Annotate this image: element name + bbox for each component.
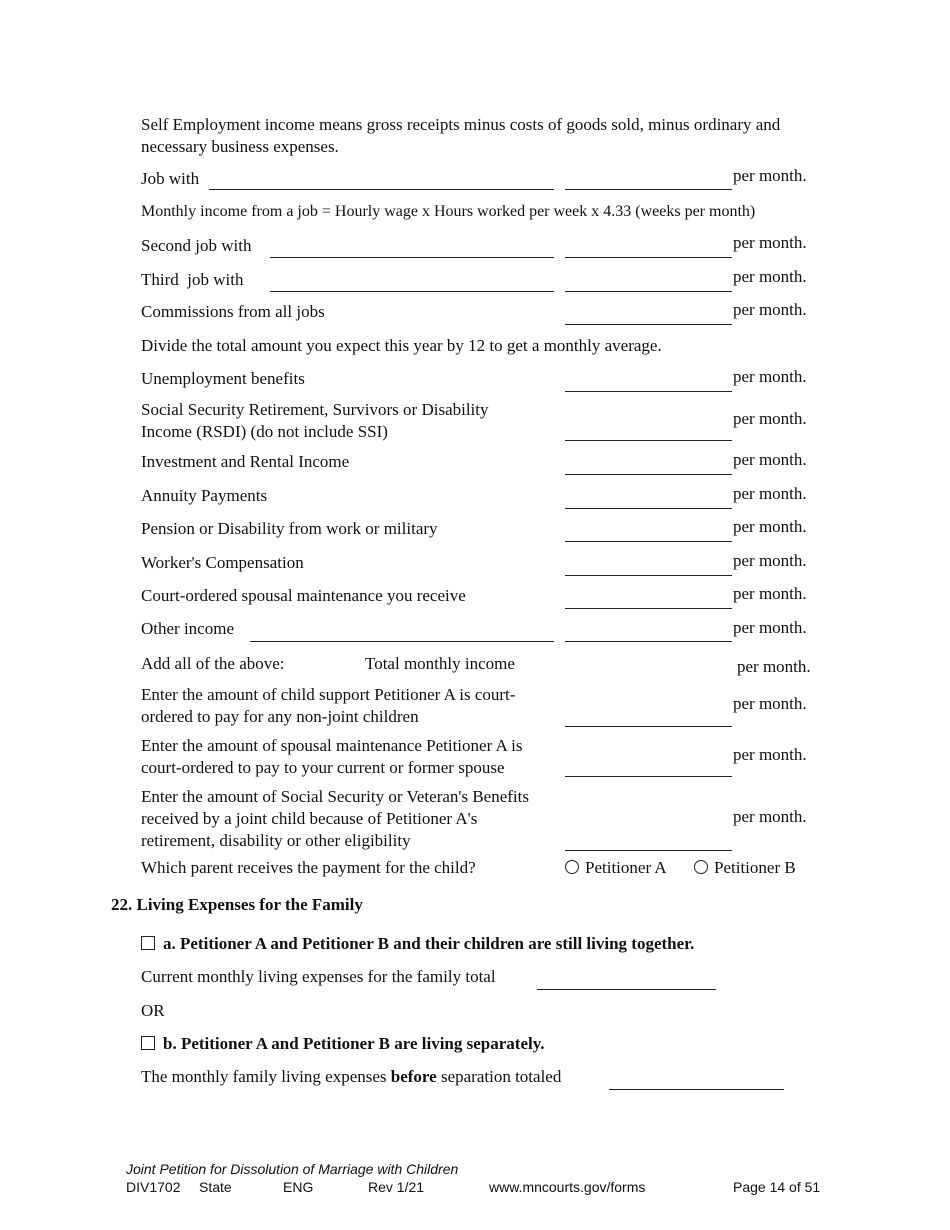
per-month-label: per month. (733, 517, 807, 536)
commissions-amount-field[interactable] (565, 324, 732, 325)
section-22-heading: 22. Living Expenses for the Family (111, 895, 363, 914)
job-employer-field[interactable] (209, 189, 554, 190)
job-amount-field[interactable] (565, 189, 732, 190)
second-job-employer-field[interactable] (270, 257, 554, 258)
option-b-label: b. Petitioner A and Petitioner B are living separately. (163, 1034, 545, 1053)
footer-rev: Rev 1/21 (368, 1179, 425, 1195)
rsdi-amount-field[interactable] (565, 440, 732, 441)
third-job-amount-field[interactable] (565, 291, 732, 292)
per-month-label: per month. (733, 618, 807, 637)
second-job-amount-field[interactable] (565, 257, 732, 258)
third-job-label: Third job with (141, 270, 244, 289)
petitioner-b-radio[interactable] (694, 857, 796, 879)
ss-benefits-label-line-1: Enter the amount of Social Security or Veteran's Benefits (141, 787, 529, 806)
before-prefix: The monthly family living expenses (141, 1067, 391, 1086)
rsdi-label-line-2: Income (RSDI) (do not include SSI) (141, 422, 388, 441)
footer-title: Joint Petition for Dissolution of Marriage with Children (126, 1161, 459, 1177)
third-job-employer-field[interactable] (270, 291, 554, 292)
per-month-label: per month. (733, 694, 807, 713)
per-month-label: per month. (733, 807, 807, 826)
per-month-label: per month. (733, 450, 807, 469)
petitioner-a-label: Petitioner A (585, 858, 667, 877)
rsdi-label-line-1: Social Security Retirement, Survivors or Disability (141, 400, 489, 419)
per-month-label: per month. (733, 584, 807, 603)
annuity-label: Annuity Payments (141, 486, 268, 505)
option-b-checkbox-row[interactable] (141, 1033, 545, 1055)
intro-line-1: Self Employment income means gross receipts minus costs of goods sold, minus ordinary and (141, 115, 781, 134)
annuity-amount-field[interactable] (565, 508, 732, 509)
other-income-label: Other income (141, 619, 234, 638)
before-separation-label (141, 1066, 561, 1088)
radio-circle-icon (565, 860, 579, 874)
per-month-label: per month. (733, 745, 807, 764)
spousal-receive-amount-field[interactable] (565, 608, 732, 609)
other-income-amount-field[interactable] (565, 641, 732, 642)
other-income-source-field[interactable] (250, 641, 554, 642)
ss-benefits-amount-field[interactable] (565, 850, 732, 851)
per-month-label: per month. (733, 267, 807, 286)
divide-note: Divide the total amount you expect this year by 12 to get a monthly average. (141, 336, 662, 355)
ss-benefits-label-line-2: received by a joint child because of Petitioner A's (141, 809, 478, 828)
petitioner-a-radio[interactable] (565, 857, 667, 879)
option-a-label: a. Petitioner A and Petitioner B and their children are still living together. (163, 934, 695, 953)
checkbox-icon (141, 1036, 155, 1050)
footer-url[interactable]: www.mncourts.gov/forms (489, 1179, 646, 1195)
current-expenses-label: Current monthly living expenses for the family total (141, 967, 496, 986)
per-month-label: per month. (733, 300, 807, 319)
total-monthly-label: Total monthly income (365, 654, 515, 673)
before-bold: before (390, 1067, 437, 1086)
pension-amount-field[interactable] (565, 541, 732, 542)
footer-page-number: Page 14 of 51 (733, 1179, 821, 1195)
workers-comp-amount-field[interactable] (565, 575, 732, 576)
intro-line-2: necessary business expenses. (141, 137, 339, 156)
investment-label: Investment and Rental Income (141, 452, 350, 471)
checkbox-icon (141, 936, 155, 950)
per-month-label: per month. (733, 484, 807, 503)
before-separation-field[interactable] (609, 1089, 784, 1090)
spousal-pay-label-line-1: Enter the amount of spousal maintenance Petitioner A is (141, 736, 523, 755)
child-support-label-line-2: ordered to pay for any non-joint children (141, 707, 419, 726)
monthly-income-note: Monthly income from a job = Hourly wage x Hours worked per week x 4.33 (weeks per month) (141, 203, 756, 220)
per-month-label: per month. (733, 166, 807, 185)
unemployment-amount-field[interactable] (565, 391, 732, 392)
add-all-label: Add all of the above: (141, 654, 285, 673)
option-a-checkbox-row[interactable] (141, 933, 694, 955)
child-support-label-line-1: Enter the amount of child support Petitioner A is court- (141, 685, 516, 704)
second-job-label: Second job with (141, 236, 252, 255)
or-label: OR (141, 1001, 165, 1020)
per-month-label: per month. (733, 233, 807, 252)
radio-circle-icon (694, 860, 708, 874)
ss-benefits-label-line-3: retirement, disability or other eligibility (141, 831, 411, 850)
current-expenses-field[interactable] (537, 989, 716, 990)
spousal-pay-label-line-2: court-ordered to pay to your current or former spouse (141, 758, 505, 777)
footer-form-id: DIV1702 (126, 1179, 181, 1195)
per-month-label: per month. (733, 551, 807, 570)
petitioner-b-label: Petitioner B (714, 858, 796, 877)
which-parent-label: Which parent receives the payment for the child? (141, 858, 476, 877)
per-month-label: per month. (733, 367, 807, 386)
commissions-label: Commissions from all jobs (141, 302, 325, 321)
spousal-pay-amount-field[interactable] (565, 776, 732, 777)
per-month-label: per month. (737, 657, 811, 676)
child-support-amount-field[interactable] (565, 726, 732, 727)
job-with-label: Job with (141, 169, 200, 188)
pension-label: Pension or Disability from work or military (141, 519, 438, 538)
footer-state: State (199, 1179, 232, 1195)
per-month-label: per month. (733, 409, 807, 428)
investment-amount-field[interactable] (565, 474, 732, 475)
before-suffix: separation totaled (436, 1067, 562, 1086)
unemployment-label: Unemployment benefits (141, 369, 305, 388)
footer-lang: ENG (283, 1179, 314, 1195)
spousal-receive-label: Court-ordered spousal maintenance you receive (141, 586, 466, 605)
workers-comp-label: Worker's Compensation (141, 553, 304, 572)
